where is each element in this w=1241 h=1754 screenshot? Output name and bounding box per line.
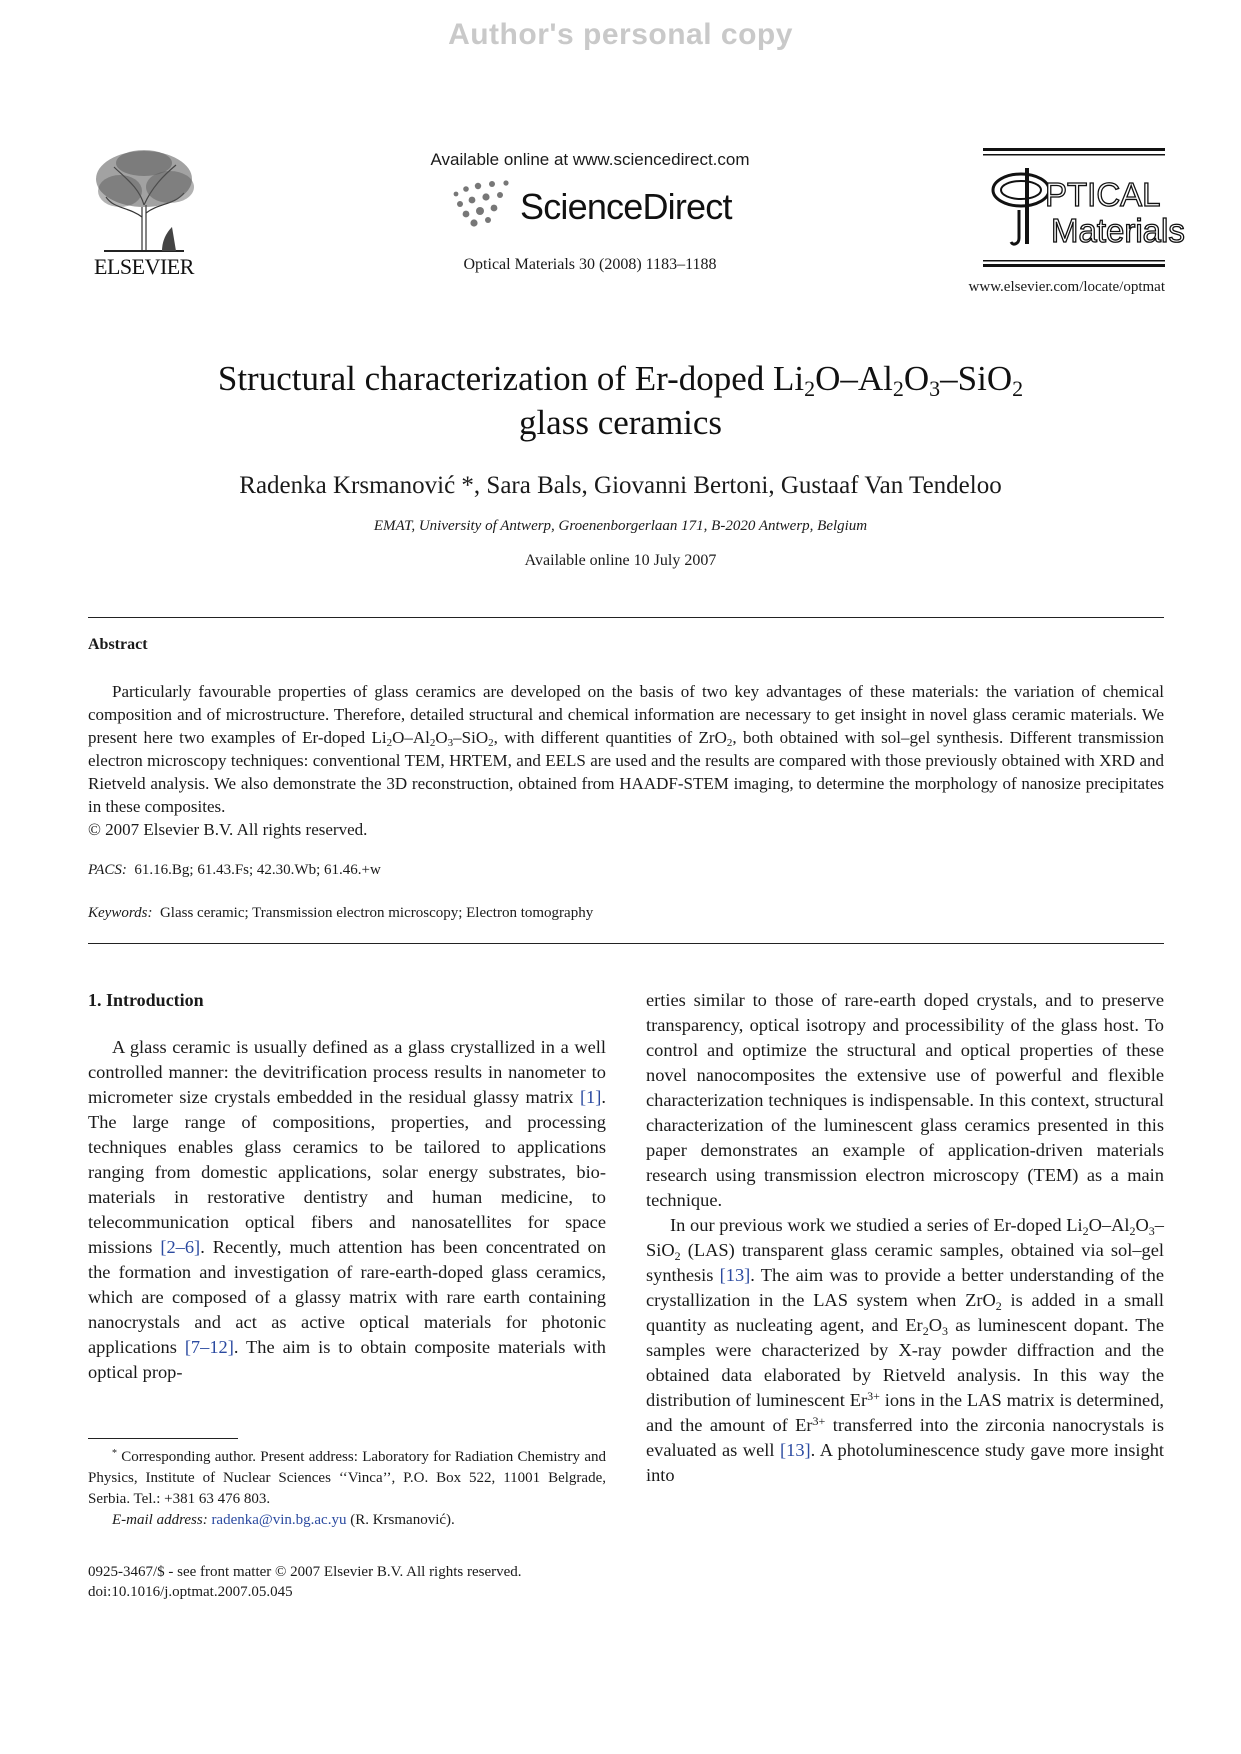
title-prefix: Structural characterization of Er-doped Li (217, 359, 805, 398)
issn-line: 0925-3467/$ - see front matter © 2007 Elsevier B.V. All rights reserved. (88, 1564, 522, 1580)
footnote-text: Corresponding author. Present address: Laboratory for Radiation Chemistry and Physics, Institute of Nuclear Sciences ‘‘Vinca’’, P.O. Box 522, 11001 Belgrade, Serbia. Tel.: +381 63 476 803. (88, 1449, 606, 1507)
left-column-text: A glass ceramic is usually defined as a glass crystallized in a well controlled manner: the devitrification process results in nanometer to micrometer size crystals embedded in the residual glassy matrix [1]. The large range of compositions, properties, and processing techniques enables glass ceramics to be tailored to applications ranging from domestic applications, solar energy substrates, bio-materials in restorative dentistry and human medicine, to telecommunication optical fibers and nanosatellites for space missions [2–6]. Recently, much attention has been concentrated on the formation and investigation of rare-earth-doped glass ceramics, which are composed of a glassy matrix with rare earth containing nanocrystals and act as active optical materials for photonic applications [7–12]. The aim is to obtain composite materials with optical prop- (88, 1037, 606, 1382)
sciencedirect-dots-icon (448, 180, 518, 230)
optical-materials-logo (983, 148, 1185, 268)
citation-link[interactable]: [7–12] (184, 1337, 234, 1357)
pacs-label: PACS: (88, 862, 127, 878)
sciencedirect-wordmark: ScienceDirect (520, 186, 732, 227)
email-link[interactable]: radenka@vin.bg.ac.yu (211, 1512, 347, 1528)
citation-link[interactable]: [2–6] (160, 1237, 201, 1257)
article-title: Structural characterization of Er-doped $Li_2O-Al_2O_3-SiO_2$ glass ceramics (100, 357, 1141, 445)
citation-link[interactable]: [13] (780, 1440, 811, 1460)
front-matter (88, 1562, 522, 1602)
elsevier-wordmark: ELSEVIER (94, 254, 194, 279)
abstract-copyright: © 2007 Elsevier B.V. All rights reserved. (88, 820, 368, 839)
available-online-date: Available online 10 July 2007 (524, 552, 717, 569)
title-line2: glass ceramics (518, 403, 723, 442)
email-label: E-mail address: (112, 1512, 208, 1528)
om-logo-line1: PTICAL (1045, 176, 1161, 213)
email-suffix: (R. Krsmanović). (350, 1512, 455, 1528)
affiliation: EMAT, University of Antwerp, Groenenborgerlaan 171, B-2020 Antwerp, Belgium (373, 518, 868, 534)
right-column-text: erties similar to those of rare-earth doped crystals, and to preserve transparency, optical isotropy and processibility of the glass host. To control and optimize the structural and optical properties of these novel nanocomposites the extensive use of powerful and flexible characterization techniques is indispensable. In this context, structural characterization of the luminescent glass ceramics presented in this paper demonstrates an example of application-driven materials research using transmission electron microscopy (TEM) as a main technique. In our previous work we studied a series of Er-doped $Li_2O-Al_2O_3-SiO_2$ (LAS) transparent glass ceramic samples, obtained via sol–gel synthesis [13]. The aim was to provide a better understanding of the crystallization in the LAS system when ZrO$_2$ is added in a small quantity as nucleating agent, and $Er_2O_3$ as luminescent dopant. The samples were characterized by X-ray powder diffraction and the obtained data elaborated by Rietveld analysis. In this way the distribution of luminescent $Er^{3+}$ ions in the LAS matrix is determined, and the amount of $Er^{3+}$ transferred into the zirconia nanocrystals is evaluated as well [13]. A photoluminescence study gave more insight into (646, 990, 1164, 1485)
abstract-heading: Abstract (88, 636, 148, 653)
journal-url[interactable]: www.elsevier.com/locate/optmat (968, 279, 1165, 295)
keywords-line (88, 905, 593, 922)
keywords-label: Keywords: (88, 905, 153, 921)
bottom-divider (88, 943, 1164, 944)
available-online-sciencedirect: Available online at www.sciencedirect.com (430, 150, 750, 169)
abstract-body: Particularly favourable properties of glass ceramics are developed on the basis of two key advantages of these materials: the variation of chemical composition and of microstructure. Therefore, detailed structural and chemical information are necessary to get insight in novel glass ceramic materials. We present here two examples of Er-doped $Li_2O-Al_2O_3-SiO_2$, with different quantities of ZrO$_2$, both obtained with sol–gel synthesis. Different transmission electron microscopy techniques: conventional TEM, HRTEM, and EELS are used and the results are compared with those previously obtained with XRD and Rietveld analysis. We also demonstrate the 3D reconstruction, obtained from HAADF-STEM imaging, to determine the morphology of nanosize precipitates in these composites. © 2007 Elsevier B.V. All rights reserved. (88, 682, 1164, 839)
footnote-rule (88, 1438, 238, 1439)
top-divider (88, 617, 1164, 618)
footnote (88, 1447, 606, 1531)
pacs-line (88, 862, 381, 879)
journal-reference: Optical Materials 30 (2008) 1183–1188 (463, 256, 717, 273)
footnote-marker: * (112, 1448, 117, 1459)
keywords-value: Glass ceramic; Transmission electron microscopy; Electron tomography (159, 905, 594, 921)
citation-link[interactable]: [13] (719, 1265, 751, 1285)
author-list: Radenka Krsmanović *, Sara Bals, Giovanni Bertoni, Gustaaf Van Tendeloo (239, 472, 1002, 499)
sciencedirect-logo (448, 178, 808, 236)
doi-line[interactable]: doi:10.1016/j.optmat.2007.05.045 (88, 1584, 293, 1600)
om-logo-line2: Materials (1051, 212, 1185, 249)
citation-link[interactable]: [1] (579, 1087, 602, 1107)
pacs-value: 61.16.Bg; 61.43.Fs; 42.30.Wb; 61.46.+w (134, 862, 381, 878)
section-heading: 1. Introduction (88, 990, 204, 1010)
watermark: Author's personal copy (448, 18, 793, 51)
